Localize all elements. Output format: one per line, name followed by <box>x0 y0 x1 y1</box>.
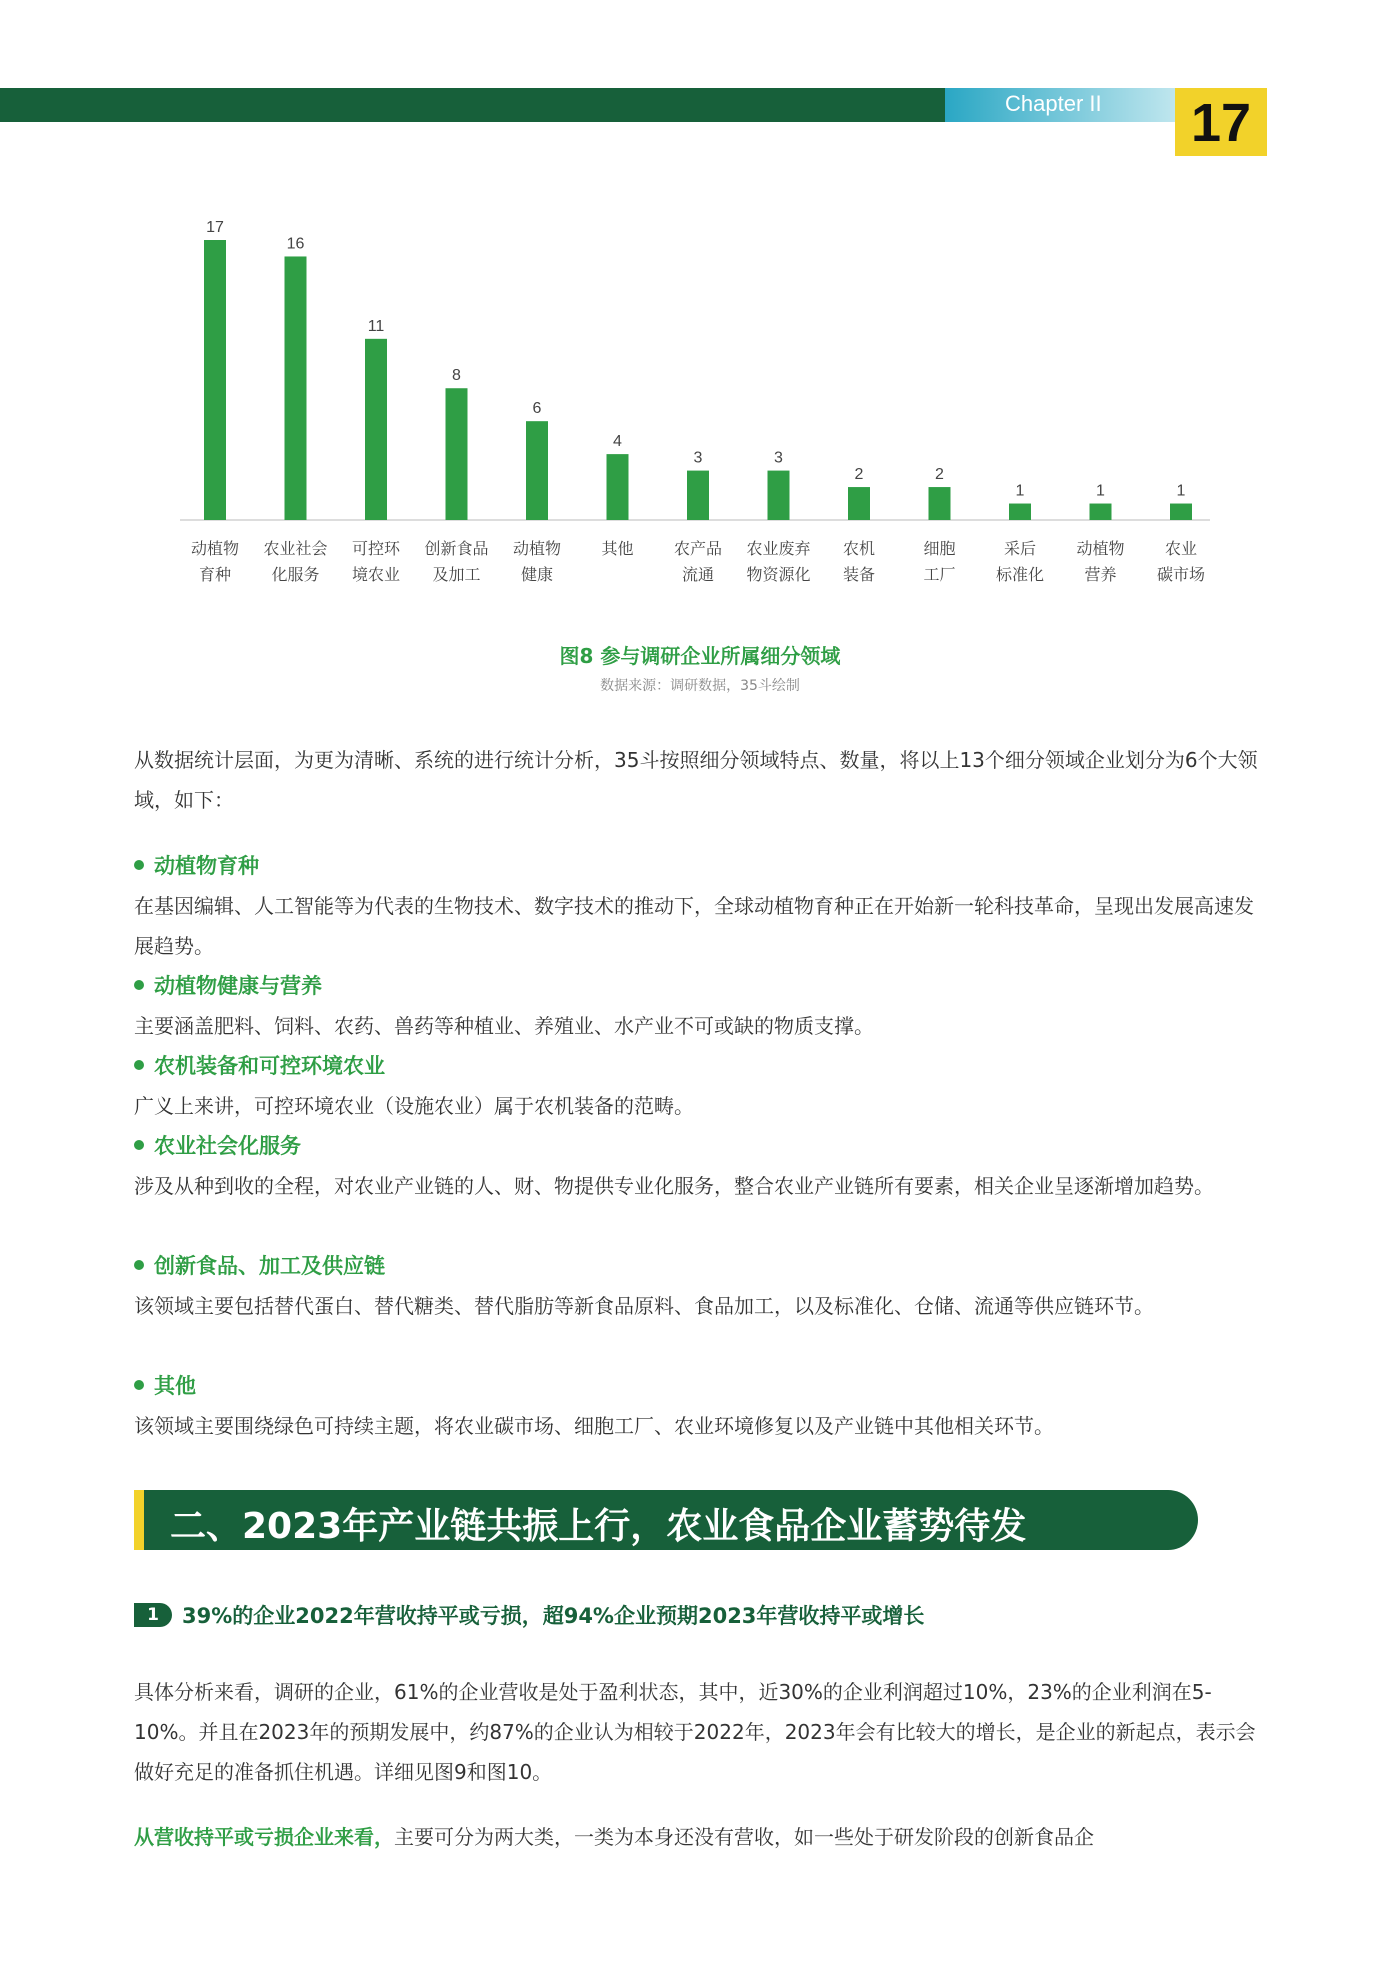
category-label: 物资源化 <box>746 565 811 584</box>
bullet-dot-icon <box>134 860 144 870</box>
domain-heading: 农业社会化服务 <box>134 1130 301 1160</box>
chart-bar <box>768 471 790 520</box>
category-label: 农业社会 <box>263 539 328 558</box>
last-paragraph <box>134 1817 1270 1857</box>
data-label: 1 <box>1176 482 1186 500</box>
data-label: 11 <box>367 317 385 335</box>
chart-bar <box>848 487 870 520</box>
data-label: 8 <box>452 367 461 385</box>
category-label: 创新食品 <box>424 539 489 558</box>
category-label: 育种 <box>198 565 232 584</box>
highlight-text: 从营收持平或亏损企业来看， <box>134 1825 394 1849</box>
category-label: 流通 <box>681 565 715 584</box>
category-label: 碳市场 <box>1156 565 1206 584</box>
data-label: 1 <box>1015 482 1025 500</box>
domain-heading: 其他 <box>134 1370 196 1400</box>
page-number: 17 <box>1190 93 1252 153</box>
data-label: 3 <box>693 449 703 467</box>
chart-bar <box>446 388 468 520</box>
category-label: 动植物 <box>512 539 562 558</box>
category-label: 细胞 <box>923 539 956 558</box>
category-label: 可控环 <box>351 539 401 558</box>
subsection-heading <box>134 1600 924 1630</box>
chart-bar <box>929 487 951 520</box>
page-number-box <box>1175 88 1267 156</box>
domain-heading: 创新食品、加工及供应链 <box>134 1250 385 1280</box>
domain-text: 广义上来讲，可控环境农业（设施农业）属于农机装备的范畴。 <box>134 1094 694 1118</box>
data-label: 4 <box>613 433 622 451</box>
figure-source: 数据来源：调研数据，35斗绘制 <box>600 678 800 694</box>
data-label: 6 <box>532 400 542 418</box>
chart-bar <box>1090 504 1112 520</box>
category-label: 营养 <box>1084 565 1117 584</box>
category-label: 化服务 <box>271 565 320 584</box>
chart-bar <box>687 471 709 520</box>
chart-bar <box>285 256 307 520</box>
category-label: 农机 <box>842 539 876 558</box>
bullet-dot-icon <box>134 1060 144 1070</box>
data-label: 1 <box>1096 482 1105 500</box>
domain-text: 该领域主要围绕绿色可持续主题，将农业碳市场、细胞工厂、农业环境修复以及产业链中其他相关环节。 <box>134 1414 1054 1438</box>
bullet-dot-icon <box>134 1140 144 1150</box>
data-label: 3 <box>774 449 783 467</box>
domain-text: 涉及从种到收的全程，对农业产业链的人、财、物提供专业化服务，整合农业产业链所有要素，相关企业呈逐渐增加趋势。 <box>134 1174 1214 1198</box>
category-label: 农产品 <box>673 539 723 558</box>
category-label: 动植物 <box>190 539 240 558</box>
category-label: 农业 <box>1164 539 1198 558</box>
subsection-number: 1 <box>134 1603 172 1627</box>
section-banner <box>134 1490 1198 1550</box>
domain-heading: 农机装备和可控环境农业 <box>134 1050 385 1080</box>
data-label: 17 <box>206 219 224 236</box>
category-label: 境农业 <box>351 565 401 584</box>
domain-heading: 动植物育种 <box>134 850 259 880</box>
body-text: 主要可分为两大类，一类为本身还没有营收，如一些处于研发阶段的创新食品企 <box>394 1825 1094 1849</box>
intro-paragraph: 从数据统计层面，为更为清晰、系统的进行统计分析，35斗按照细分领域特点、数量，将以上13个细分领域企业划分为6个大领域，如下： <box>134 748 1258 812</box>
chart-bar <box>1170 504 1192 520</box>
bar-chart <box>160 200 1220 600</box>
chart-bar <box>204 240 226 520</box>
domain-heading: 动植物健康与营养 <box>134 970 322 1000</box>
chart-bar <box>526 421 548 520</box>
header-bar <box>0 88 945 122</box>
data-label: 2 <box>935 466 944 484</box>
section-title: 二、2023年产业链共振上行，农业食品企业蓄势待发 <box>170 1506 1027 1547</box>
category-label: 工厂 <box>923 565 956 584</box>
data-label: 2 <box>854 466 864 484</box>
chapter-label: Chapter II <box>1005 91 1102 116</box>
chart-bar <box>365 339 387 520</box>
chapter-tab <box>945 88 1175 122</box>
category-label: 农业废弃 <box>746 539 811 558</box>
data-label: 16 <box>286 235 305 253</box>
category-label: 采后 <box>1003 539 1037 558</box>
chart-bar <box>607 454 629 520</box>
category-label: 其他 <box>601 539 634 558</box>
chart-bar <box>1009 504 1031 520</box>
category-label: 健康 <box>520 565 554 584</box>
category-label: 标准化 <box>995 565 1045 584</box>
category-label: 装备 <box>842 565 876 584</box>
domain-text: 该领域主要包括替代蛋白、替代糖类、替代脂肪等新食品原料、食品加工，以及标准化、仓储、流通等供应链环节。 <box>134 1294 1154 1318</box>
bullet-dot-icon <box>134 1380 144 1390</box>
bullet-dot-icon <box>134 980 144 990</box>
bullet-dot-icon <box>134 1260 144 1270</box>
subsection-title: 39%的企业2022年营收持平或亏损，超94%企业预期2023年营收持平或增长 <box>182 1604 925 1628</box>
figure-title: 图8 参与调研企业所属细分领域 <box>559 644 841 668</box>
category-label: 及加工 <box>432 565 481 584</box>
domain-text: 在基因编辑、人工智能等为代表的生物技术、数字技术的推动下，全球动植物育种正在开始新一轮科技革命，呈现出发展高速发展趋势。 <box>134 894 1254 958</box>
category-label: 动植物 <box>1076 539 1125 558</box>
domain-text: 主要涵盖肥料、饲料、农药、兽药等种植业、养殖业、水产业不可或缺的物质支撑。 <box>134 1014 874 1038</box>
analysis-paragraph: 具体分析来看，调研的企业，61%的企业营收是处于盈利状态，其中，近30%的企业利润超过10%，23%的企业利润在5-10%。并且在2023年的预期发展中，约87%的企业认为相较于2022年，2023年会有比较大的增长，是企业的新起点，表示会做好充足的准备抓住机遇。详细见图9和图10。 <box>134 1680 1256 1784</box>
